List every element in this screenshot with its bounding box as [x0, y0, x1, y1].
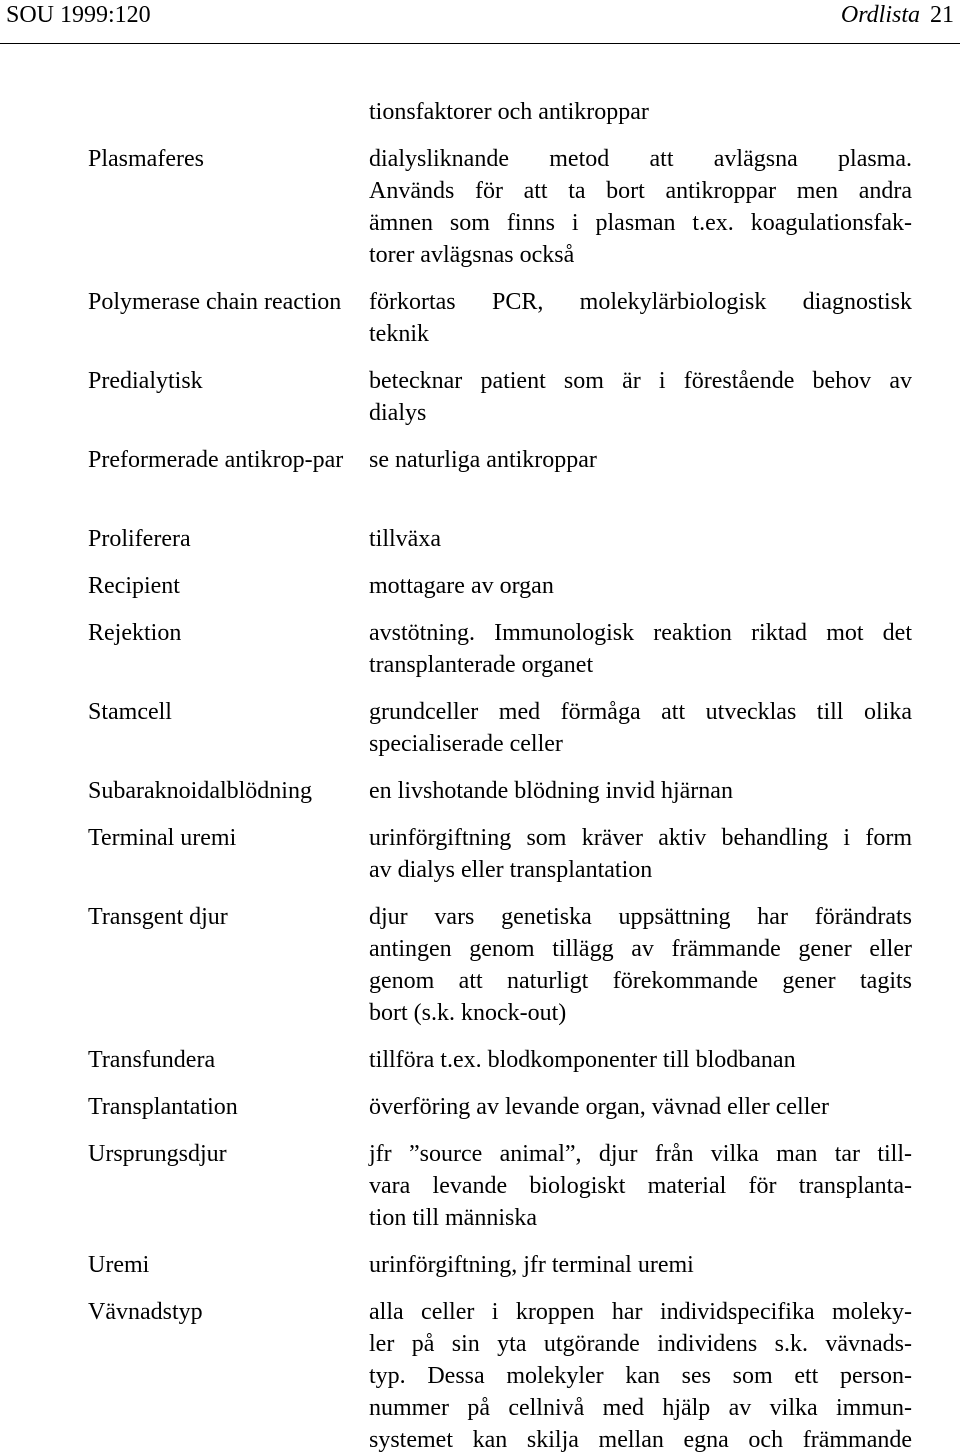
definition-line: transplanterade organet [369, 652, 594, 678]
glossary-term: Subaraknoidalblödning [88, 778, 312, 804]
page-number: 21 [930, 2, 954, 28]
definition-line: dialysliknande metod att avlägsna plasma. [369, 146, 912, 172]
definition-line: djur vars genetiska uppsättning har förändrats [369, 904, 912, 930]
glossary-term: Transplantation [88, 1094, 238, 1120]
glossary-term: Transfundera [88, 1047, 216, 1073]
definition-line: av dialys eller transplantation [369, 857, 653, 883]
definition-line: betecknar patient som är i förestående behov av [369, 368, 912, 394]
definition-line: tillföra t.ex. blodkomponenter till blodbanan [369, 1047, 796, 1073]
definition-line: bort (s.k. knock-out) [369, 1000, 567, 1026]
definition-line: genom att naturligt förekommande gener tagits [369, 968, 912, 994]
definition-line: avstötning. Immunologisk reaktion riktad mot det [369, 620, 912, 646]
definition-line: tion till människa [369, 1205, 537, 1231]
glossary-definition [369, 775, 912, 807]
glossary-definition [369, 365, 912, 429]
glossary-term: Vävnadstyp [88, 1299, 203, 1325]
definition-line: teknik [369, 321, 429, 347]
definition-line: tillväxa [369, 526, 441, 552]
definition-line: dialys [369, 400, 427, 426]
glossary-term: Ursprungsdjur [88, 1141, 227, 1167]
glossary-term: Recipient [88, 573, 180, 599]
definition-line: Används för att ta bort antikroppar men andra [369, 178, 912, 204]
definition-line: grundceller med förmåga att utvecklas till olika [369, 699, 912, 725]
glossary-term: Proliferera [88, 526, 191, 552]
definition-line: vara levande biologiskt material för transplanta- [369, 1173, 912, 1199]
glossary-definition [369, 570, 912, 602]
glossary-definition [369, 696, 912, 760]
glossary-definition [369, 143, 912, 271]
definition-line: ämnen som finns i plasman t.ex. koagulationsfak- [369, 210, 912, 236]
glossary-term: Preformerade antikrop-par [88, 447, 344, 473]
running-header [841, 0, 954, 30]
glossary-definition [369, 617, 912, 681]
glossary-definition [369, 1138, 912, 1234]
glossary-definition [369, 444, 912, 476]
glossary-term: Polymerase chain reaction [88, 289, 342, 315]
glossary-definition [369, 523, 912, 555]
glossary-term: Plasmaferes [88, 146, 204, 172]
glossary-definition [369, 1296, 912, 1456]
definition-line: specialiserade celler [369, 731, 563, 757]
continuation-text: tionsfaktorer och antikroppar [369, 99, 649, 125]
definition-line: överföring av levande organ, vävnad eller celler [369, 1094, 830, 1120]
definition-line: torer avlägsnas också [369, 242, 575, 268]
definition-line: ler på sin yta utgörande individens s.k. vävnads- [369, 1331, 912, 1357]
definition-line: jfr ”source animal”, djur från vilka man tar till- [369, 1141, 912, 1167]
definition-line: urinförgiftning som kräver aktiv behandling i form [369, 825, 912, 851]
glossary-term: Transgent djur [88, 904, 228, 930]
document-id: SOU 1999:120 [6, 2, 151, 28]
glossary-term: Terminal uremi [88, 825, 237, 851]
definition-line: systemet kan skilja mellan egna och främmande [369, 1427, 912, 1453]
definition-line: se naturliga antikroppar [369, 447, 597, 473]
glossary-definition [369, 901, 912, 1029]
definition-line: förkortas PCR, molekylärbiologisk diagnostisk [369, 289, 912, 315]
glossary-term: Stamcell [88, 699, 172, 725]
definition-line: mottagare av organ [369, 573, 554, 599]
definition-line: typ. Dessa molekyler kan ses som ett person- [369, 1363, 912, 1389]
glossary-definition [369, 1091, 912, 1123]
glossary-definition [369, 1249, 912, 1281]
page-header [0, 0, 960, 44]
definition-line: antingen genom tillägg av främmande gener eller [369, 936, 912, 962]
definition-line: urinförgiftning, jfr terminal uremi [369, 1252, 694, 1278]
glossary-term: Uremi [88, 1252, 150, 1278]
definition-line: alla celler i kroppen har individspecifika moleky- [369, 1299, 912, 1325]
glossary-definition [369, 822, 912, 886]
glossary-term: Rejektion [88, 620, 182, 646]
definition-line: nummer på cellnivå med hjälp av vilka immun- [369, 1395, 912, 1421]
glossary-definition [369, 1044, 912, 1076]
glossary-term: Predialytisk [88, 368, 203, 394]
definition-line: en livshotande blödning invid hjärnan [369, 778, 733, 804]
glossary-definition [369, 286, 912, 350]
section-title: Ordlista [840, 2, 920, 28]
